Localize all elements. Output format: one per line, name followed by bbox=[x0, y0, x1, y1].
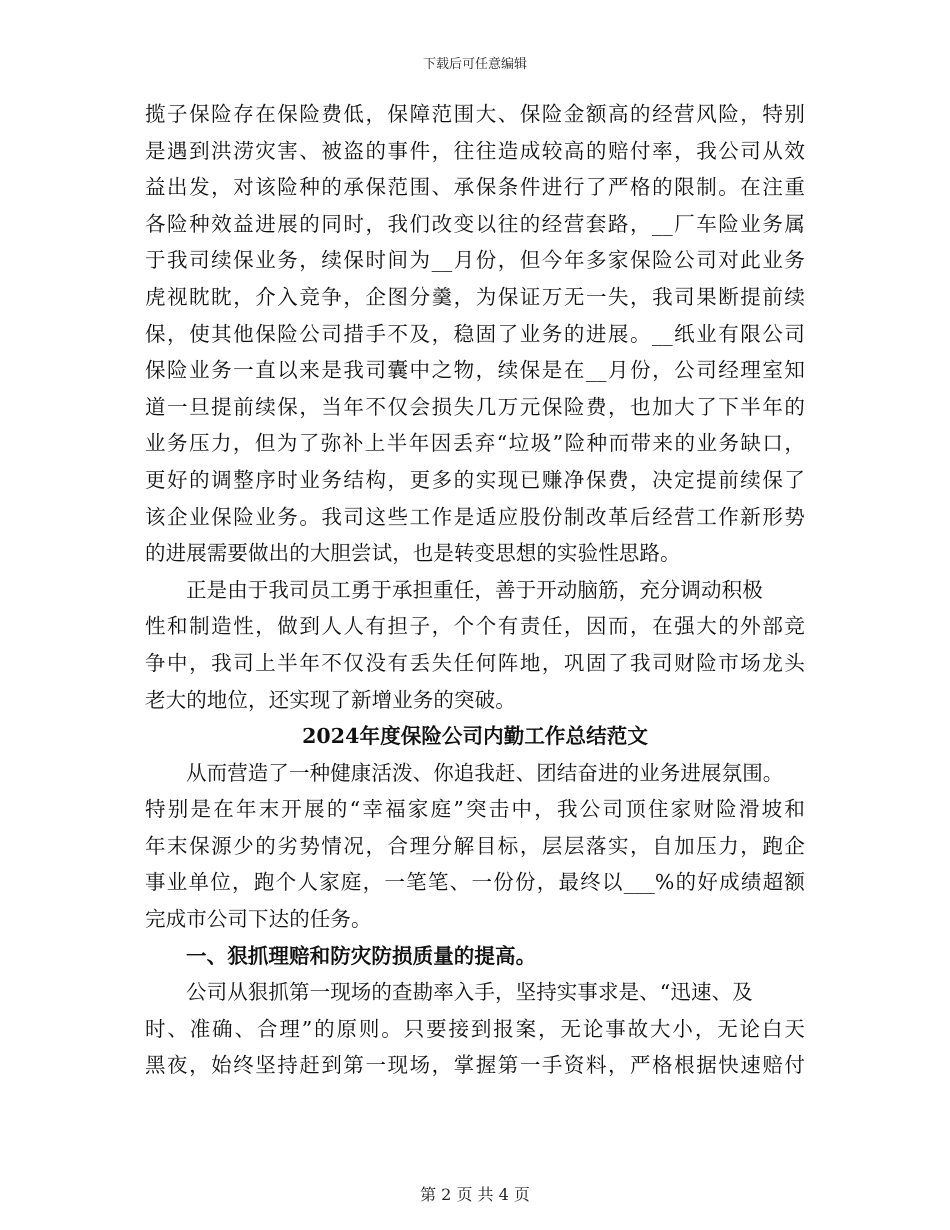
page-footer: 第 2 页 共 4 页 bbox=[420, 1185, 530, 1204]
body-line: 各险种效益进展的同时，我们改变以往的经营套路，__厂车险业务属 bbox=[145, 211, 805, 236]
body-line: 该企业保险业务。我司这些工作是适应股份制改革后经营工作新形势 bbox=[145, 504, 805, 529]
paragraph-first-line: 正是由于我司员工勇于承担重任，善于开动脑筋，充分调动积极 bbox=[186, 577, 763, 602]
paragraph-first-line: 公司从狠抓第一现场的查勘率入手，坚持实事求是、“迅速、及 bbox=[186, 980, 753, 1005]
section-title: 2024年度保险公司内勤工作总结范文 bbox=[302, 724, 648, 749]
body-line: 益出发，对该险种的承保范围、承保条件进行了严格的限制。在注重 bbox=[145, 175, 805, 200]
body-line: 时、准确、合理”的原则。只要接到报案，无论事故大小，无论白天 bbox=[145, 1016, 805, 1041]
paragraph-first-line: 从而营造了一种健康活泼、你追我赶、团结奋进的业务进展氛围。 bbox=[186, 760, 784, 785]
body-line: 保，使其他保险公司措手不及，稳固了业务的进展。__纸业有限公司 bbox=[145, 321, 805, 346]
body-line: 年末保源少的劣势情况，合理分解目标，层层落实，自加压力，跑企 bbox=[145, 833, 805, 858]
body-line: 争中，我司上半年不仅没有丢失任何阵地，巩固了我司财险市场龙头 bbox=[145, 650, 805, 675]
body-line: 黑夜，始终坚持赶到第一现场，掌握第一手资料，严格根据快速赔付 bbox=[145, 1053, 805, 1078]
body-line: 是遇到洪涝灾害、被盗的事件，往往造成较高的赔付率，我公司从效 bbox=[145, 138, 805, 163]
body-line: 揽子保险存在保险费低，保障范围大、保险金额高的经营风险，特别 bbox=[145, 102, 805, 126]
body-line: 的进展需要做出的大胆尝试，也是转变思想的实验性思路。 bbox=[145, 541, 681, 566]
body-line: 保险业务一直以来是我司囊中之物，续保是在__月份，公司经理室知 bbox=[145, 358, 805, 383]
body-line: 更好的调整序时业务结构，更多的实现已赚净保费，决定提前续保了 bbox=[145, 467, 805, 492]
document-body bbox=[145, 96, 805, 1084]
body-line: 特别是在年末开展的“幸福家庭”突击中，我公司顶住家财险滑坡和 bbox=[145, 797, 805, 822]
body-line: 完成市公司下达的任务。 bbox=[145, 907, 372, 932]
body-line: 于我司续保业务，续保时间为__月份，但今年多家保险公司对此业务 bbox=[145, 248, 805, 273]
page-header: 下载后可任意编辑 bbox=[422, 57, 527, 72]
body-line: 虎视眈眈，介入竞争，企图分羹，为保证万无一失，我司果断提前续 bbox=[145, 284, 805, 309]
body-line: 事业单位，跑个人家庭，一笔笔、一份份，最终以___%的好成绩超额 bbox=[145, 870, 805, 895]
body-line: 道一旦提前续保，当年不仅会损失几万元保险费，也加大了下半年的 bbox=[145, 394, 805, 419]
subsection-heading: 一、狠抓理赔和防灾防损质量的提高。 bbox=[186, 943, 537, 968]
body-line: 业务压力，但为了弥补上半年因丢弃“垃圾”险种而带来的业务缺口， bbox=[145, 431, 805, 456]
body-line: 老大的地位，还实现了新增业务的突破。 bbox=[145, 687, 516, 712]
body-line: 性和制造性，做到人人有担子，个个有责任，因而，在强大的外部竞 bbox=[145, 614, 805, 639]
